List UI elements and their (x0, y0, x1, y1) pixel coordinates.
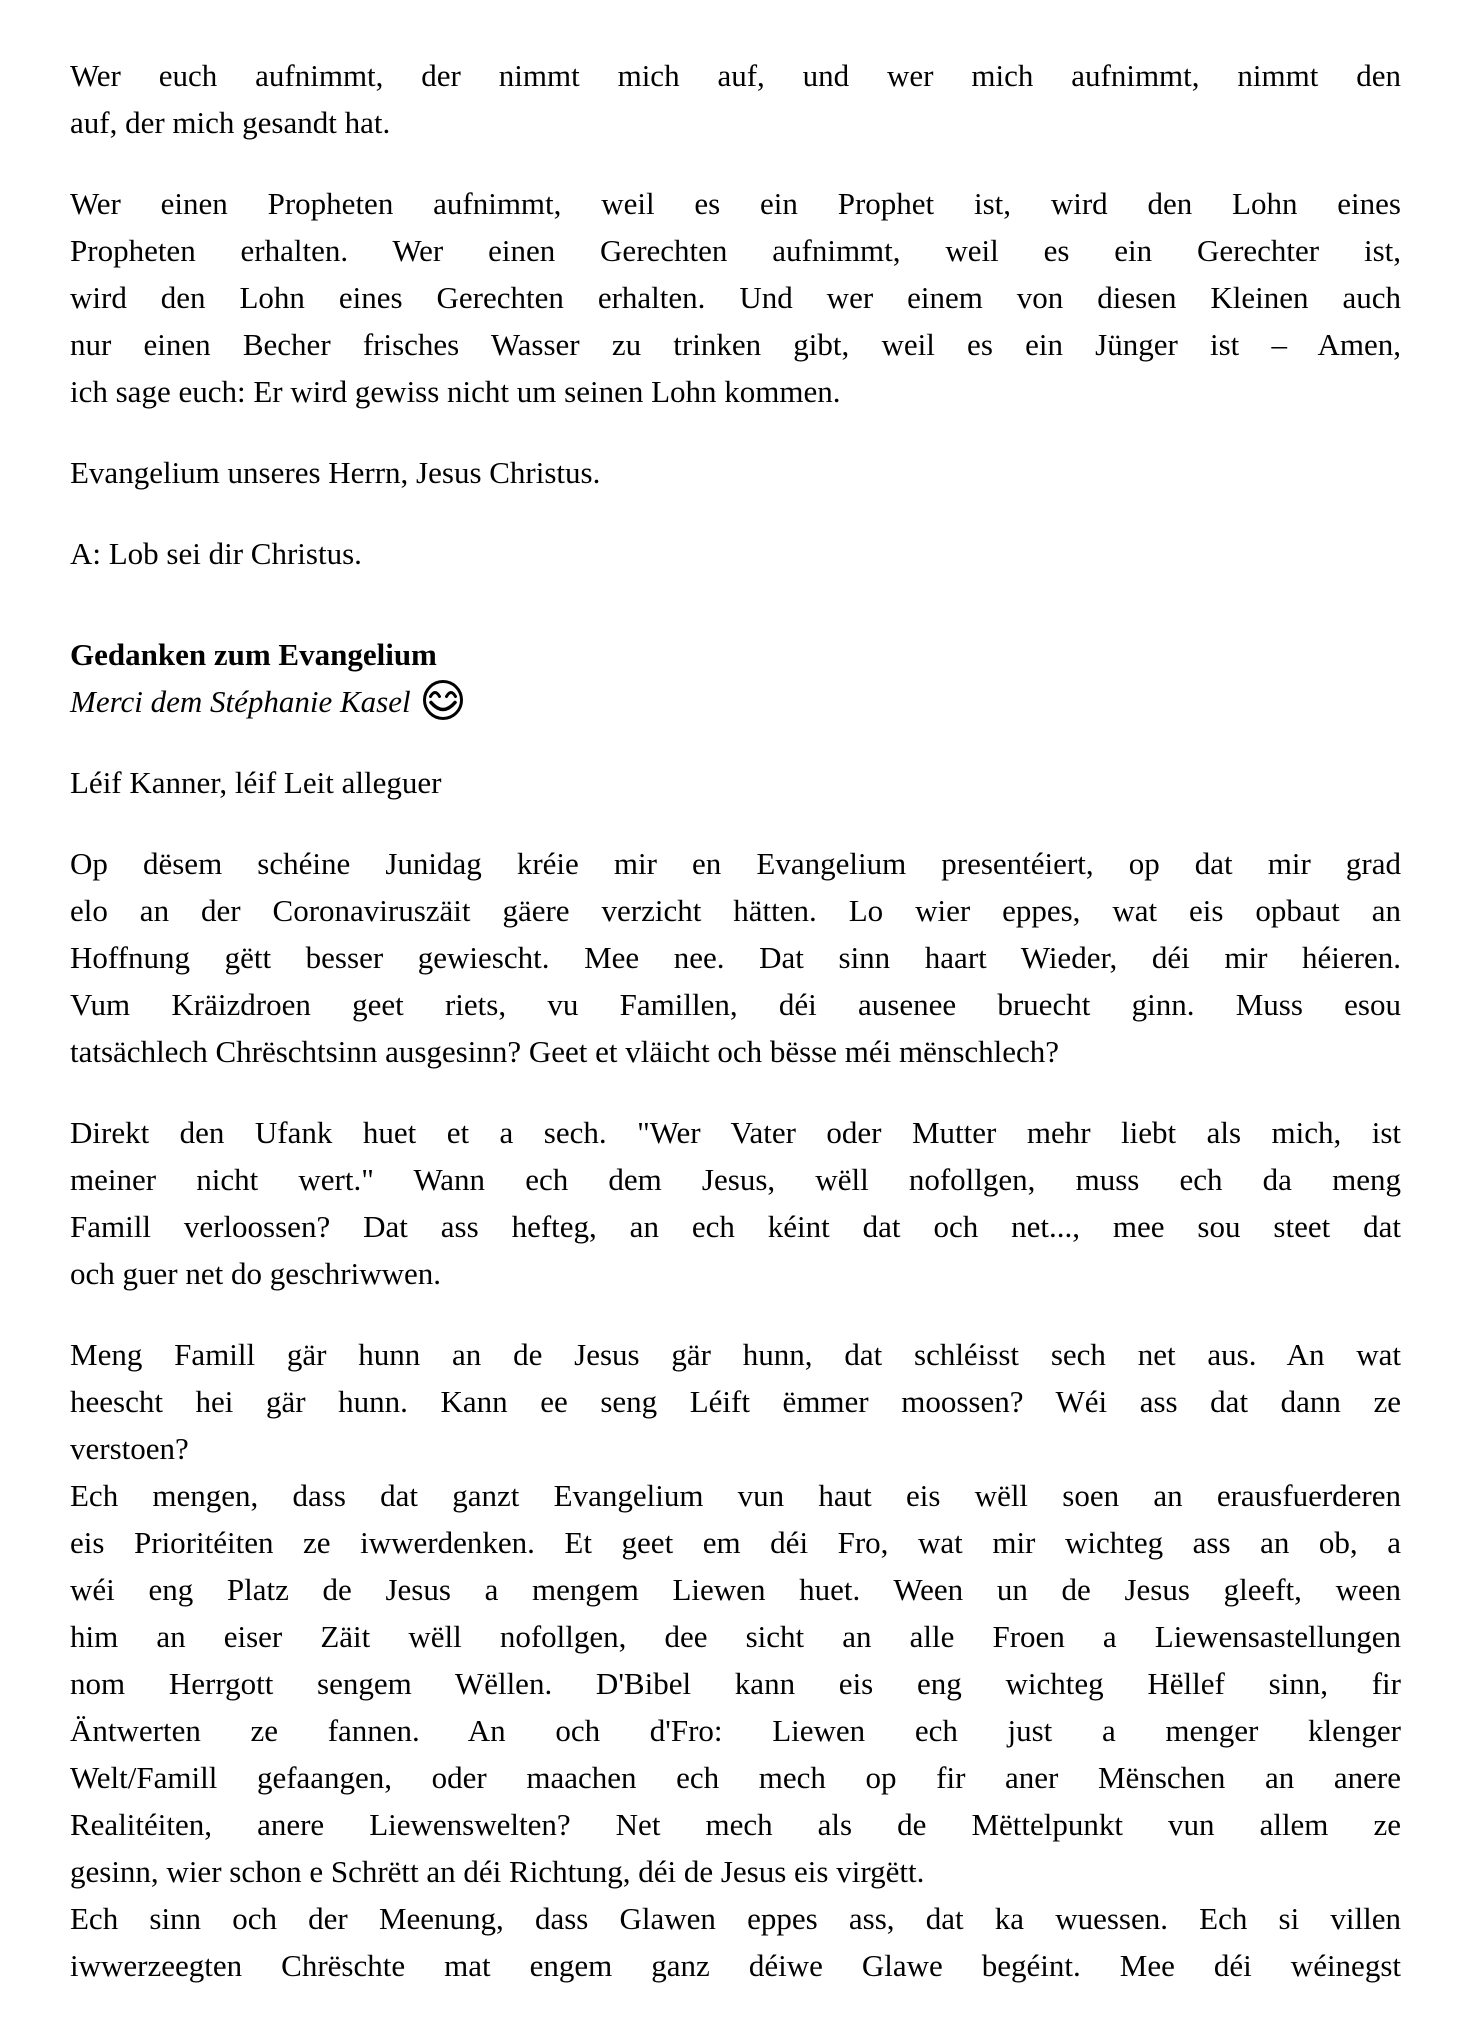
text-line: ich sage euch: Er wird gewiss nicht um seinen Lohn kommen. (70, 374, 841, 409)
response-line: A: Lob sei dir Christus. (70, 536, 362, 571)
text-line: him an eiser Zäit wëll nofollgen, dee sicht an alle Froen a Liewensastellungen (70, 1619, 1401, 1654)
reflection-header (70, 631, 1401, 725)
reflection-paragraph-4 (70, 1472, 1401, 1895)
text-line: verstoen? (70, 1431, 189, 1466)
text-line: Realitéiten, anere Liewenswelten? Net mech als de Mëttelpunkt vun allem ze (70, 1807, 1401, 1842)
gospel-acclamation (70, 449, 1401, 496)
text-line: iwwerzeegten Chrëschte mat engem ganz déiwe Glawe begéint. Mee déi wéinegst (70, 1948, 1401, 1983)
text-line: auf, der mich gesandt hat. (70, 105, 391, 140)
text-line: Wer einen Propheten aufnimmt, weil es ein Prophet ist, wird den Lohn eines (70, 186, 1401, 221)
text-line: Direkt den Ufank huet et a sech. "Wer Vater oder Mutter mehr liebt als mich, ist (70, 1115, 1401, 1150)
credit-line (70, 678, 1401, 725)
text-line: Propheten erhalten. Wer einen Gerechten aufnimmt, weil es ein Gerechter ist, (70, 233, 1401, 268)
text-line: Hoffnung gëtt besser gewiescht. Mee nee. Dat sinn haart Wieder, déi mir héieren. (70, 940, 1401, 975)
text-line: Welt/Famill gefaangen, oder maachen ech mech op fir aner Mënschen an anere (70, 1760, 1401, 1795)
text-line: heescht hei gär hunn. Kann ee seng Léift ëmmer moossen? Wéi ass dat dann ze (70, 1384, 1401, 1419)
section-heading: Gedanken zum Evangelium (70, 637, 437, 672)
smiling-face-icon (421, 678, 465, 722)
credit-text: Merci dem Stéphanie Kasel (70, 684, 411, 719)
text-line: och guer net do geschriwwen. (70, 1256, 442, 1291)
text-line: Ech mengen, dass dat ganzt Evangelium vun haut eis wëll soen an erausfuerderen (70, 1478, 1401, 1513)
reflection-paragraph-3 (70, 1331, 1401, 1472)
text-line: Vum Kräizdroen geet riets, vu Famillen, déi ausenee bruecht ginn. Muss esou (70, 987, 1401, 1022)
text-line: Wer euch aufnimmt, der nimmt mich auf, und wer mich aufnimmt, nimmt den (70, 58, 1401, 93)
text-line: wéi eng Platz de Jesus a mengem Liewen huet. Ween un de Jesus gleeft, ween (70, 1572, 1401, 1607)
text-line: Op dësem schéine Junidag kréie mir en Evangelium presentéiert, op dat mir grad (70, 846, 1401, 881)
text-line: nom Herrgott sengem Wëllen. D'Bibel kann eis eng wichteg Hëllef sinn, fir (70, 1666, 1401, 1701)
text-line: nur einen Becher frisches Wasser zu trinken gibt, weil es ein Jünger ist – Amen, (70, 327, 1401, 362)
text-line: wird den Lohn eines Gerechten erhalten. Und wer einem von diesen Kleinen auch (70, 280, 1401, 315)
acclamation-line: Evangelium unseres Herrn, Jesus Christus. (70, 455, 601, 490)
acclamation-response (70, 530, 1401, 577)
text-line: Ech sinn och der Meenung, dass Glawen eppes ass, dat ka wuessen. Ech si villen (70, 1901, 1401, 1936)
salutation-line: Léif Kanner, léif Leit alleguer (70, 765, 442, 800)
reflection-paragraph-5 (70, 1895, 1401, 1989)
text-line: gesinn, wier schon e Schrëtt an déi Richtung, déi de Jesus eis virgëtt. (70, 1854, 925, 1889)
text-line: Äntwerten ze fannen. An och d'Fro: Liewen ech just a menger klenger (70, 1713, 1401, 1748)
text-line: elo an der Coronaviruszäit gäere verzicht hätten. Lo wier eppes, wat eis opbaut an (70, 893, 1401, 928)
gospel-paragraph-1 (70, 52, 1401, 146)
text-line: eis Prioritéiten ze iwwerdenken. Et geet em déi Fro, wat mir wichteg ass an ob, a (70, 1525, 1401, 1560)
gospel-paragraph-2 (70, 180, 1401, 415)
text-line: meiner nicht wert." Wann ech dem Jesus, wëll nofollgen, muss ech da meng (70, 1162, 1401, 1197)
text-line: Famill verloossen? Dat ass hefteg, an ech kéint dat och net..., mee sou steet dat (70, 1209, 1401, 1244)
reflection-paragraph-1 (70, 840, 1401, 1075)
reflection-paragraph-2 (70, 1109, 1401, 1297)
salutation (70, 759, 1401, 806)
text-line: Meng Famill gär hunn an de Jesus gär hunn, dat schléisst sech net aus. An wat (70, 1337, 1401, 1372)
text-line: tatsächlech Chrëschtsinn ausgesinn? Geet et vläicht och bësse méi mënschlech? (70, 1034, 1060, 1069)
